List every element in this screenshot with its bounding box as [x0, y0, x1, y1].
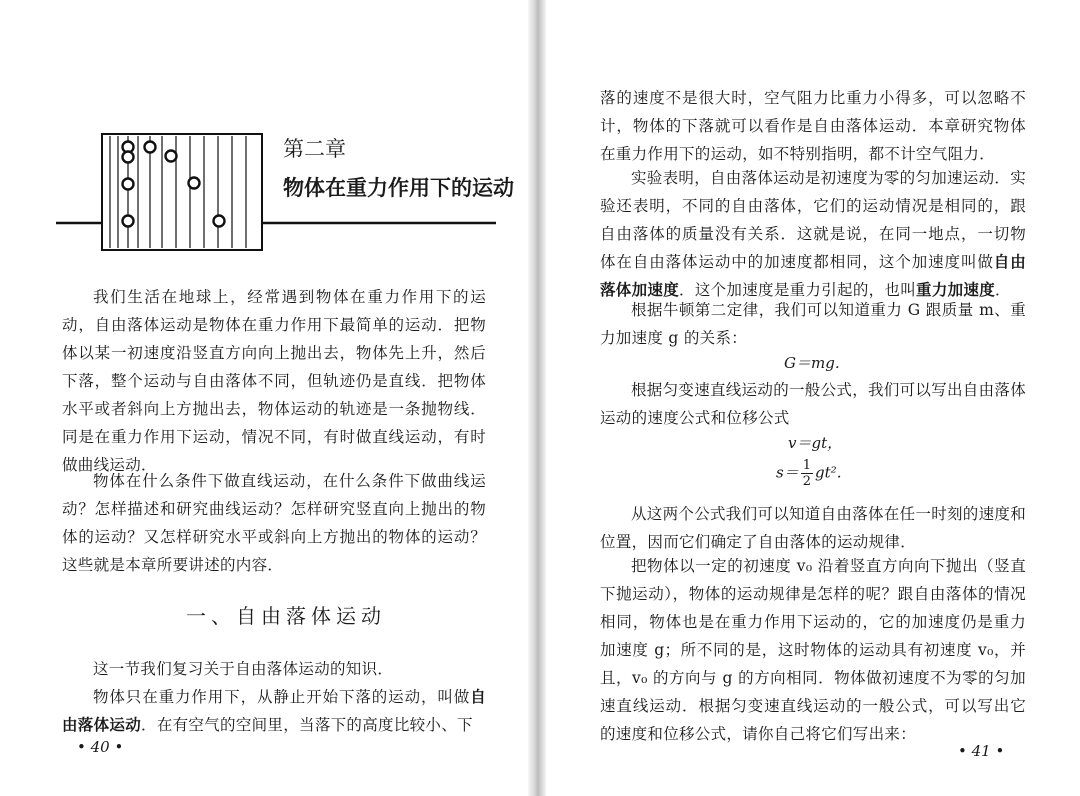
right-paragraph-3: 根据牛顿第二定律，我们可以知道重力 G 跟质量 m、重力加速度 g 的关系：	[600, 301, 1026, 347]
right-paragraph-5: 从这两个公式我们可以知道自由落体在任一时刻的速度和位置，因而它们确定了自由落体的运动规律．	[600, 505, 1027, 551]
chapter-title: 物体在重力作用下的运动	[283, 176, 514, 200]
fraction-one-half	[801, 458, 813, 489]
chapter-number: 第二章	[283, 137, 346, 161]
section-paragraph-2	[62, 683, 486, 739]
section-paragraph-2-text: 物体只在重力作用下，从静止开始下落的运动，叫做	[93, 688, 471, 706]
book-gutter	[528, 0, 546, 796]
fraction-denominator: 2	[802, 474, 811, 489]
fraction-numerator: 1	[802, 458, 811, 473]
right-paragraph-2-mid: ．这个加速度是重力引起的，也叫	[679, 281, 917, 299]
right-paragraph-6: 把物体以一定的初速度 v₀ 沿着竖直方向向下抛出（竖直下抛运动），物体的运动规律是怎样的呢？跟自由落体的情况相同，物体也是在重力作用下运动的，它的加速度仍是重力加速度 g；所不同的是，这时物体的运动具有初速度 v₀，并且，v₀ 的方向与 g 的方向相同．物体做初速度不为零的匀加速直线运动．根据匀变速直线运动的一般公式，可以写出它的速度和位移公式，请你自己将它们写出来：	[600, 557, 1026, 743]
formula-velocity: v＝gt，	[788, 434, 843, 452]
right-page	[546, 0, 1080, 796]
formula-displacement-lhs: s＝	[776, 463, 799, 482]
intro-paragraph-2: 物体在什么条件下做直线运动，在什么条件下做曲线运动？怎样描述和研究曲线运动？怎样研究竖直向上抛出的物体的运动？又怎样研究水平或斜向上方抛出的物体的运动？这些就是本章所要讲述的内容．	[62, 472, 486, 574]
page-number-right: • 41 •	[958, 742, 1005, 760]
page-number-left: • 40 •	[77, 738, 124, 756]
formula-displacement	[776, 458, 852, 489]
right-paragraph-2	[600, 164, 1026, 304]
left-page	[0, 0, 528, 796]
intro-paragraph-1: 我们生活在地球上，经常遇到物体在重力作用下的运动，自由落体运动是物体在重力作用下最简单的运动．把物体以某一初速度沿竖直方向向上抛出去，物体先上升，然后下落，整个运动与自由落体不同，但轨迹仍是直线．把物体水平或者斜向上方抛出去，物体运动的轨迹是一条抛物线．同是在重力作用下运动，情况不同，有时做直线运动，有时做曲线运动．	[62, 288, 486, 474]
section-title: 一、自由落体运动	[186, 604, 386, 628]
formula-displacement-rhs: gt²．	[814, 463, 852, 482]
formula-gravity: G＝mg．	[784, 354, 850, 372]
section-paragraph-2-tail: ．在有空气的空间里，当落下的高度比较小、下	[141, 716, 473, 734]
term-gravitational-acceleration: 重力加速度	[916, 280, 996, 299]
right-paragraph-2-end: ．	[995, 281, 1011, 299]
right-paragraph-4: 根据匀变速直线运动的一般公式，我们可以写出自由落体运动的速度公式和位移公式	[600, 381, 1027, 427]
term-free-fall-acceleration: 自由落体加速度	[600, 252, 1027, 299]
section-paragraph-1: 这一节我们复习关于自由落体运动的知识．	[93, 660, 394, 678]
right-paragraph-2-text: 实验表明，自由落体运动是初速度为零的匀加速运动．实验还表明，不同的自由落体，它们的运动情况是相同的，跟自由落体的质量没有关系．这就是说，在同一地点，一切物体在自由落体运动中的加速度都相同，这个加速度叫做	[600, 169, 1027, 271]
term-free-fall: 自由落体运动	[62, 687, 486, 734]
right-paragraph-1: 落的速度不是很大时，空气阻力比重力小得多，可以忽略不计，物体的下落就可以看作是自由落体运动．本章研究物体在重力作用下的运动，如不特别指明，都不计空气阻力．	[600, 89, 1026, 163]
